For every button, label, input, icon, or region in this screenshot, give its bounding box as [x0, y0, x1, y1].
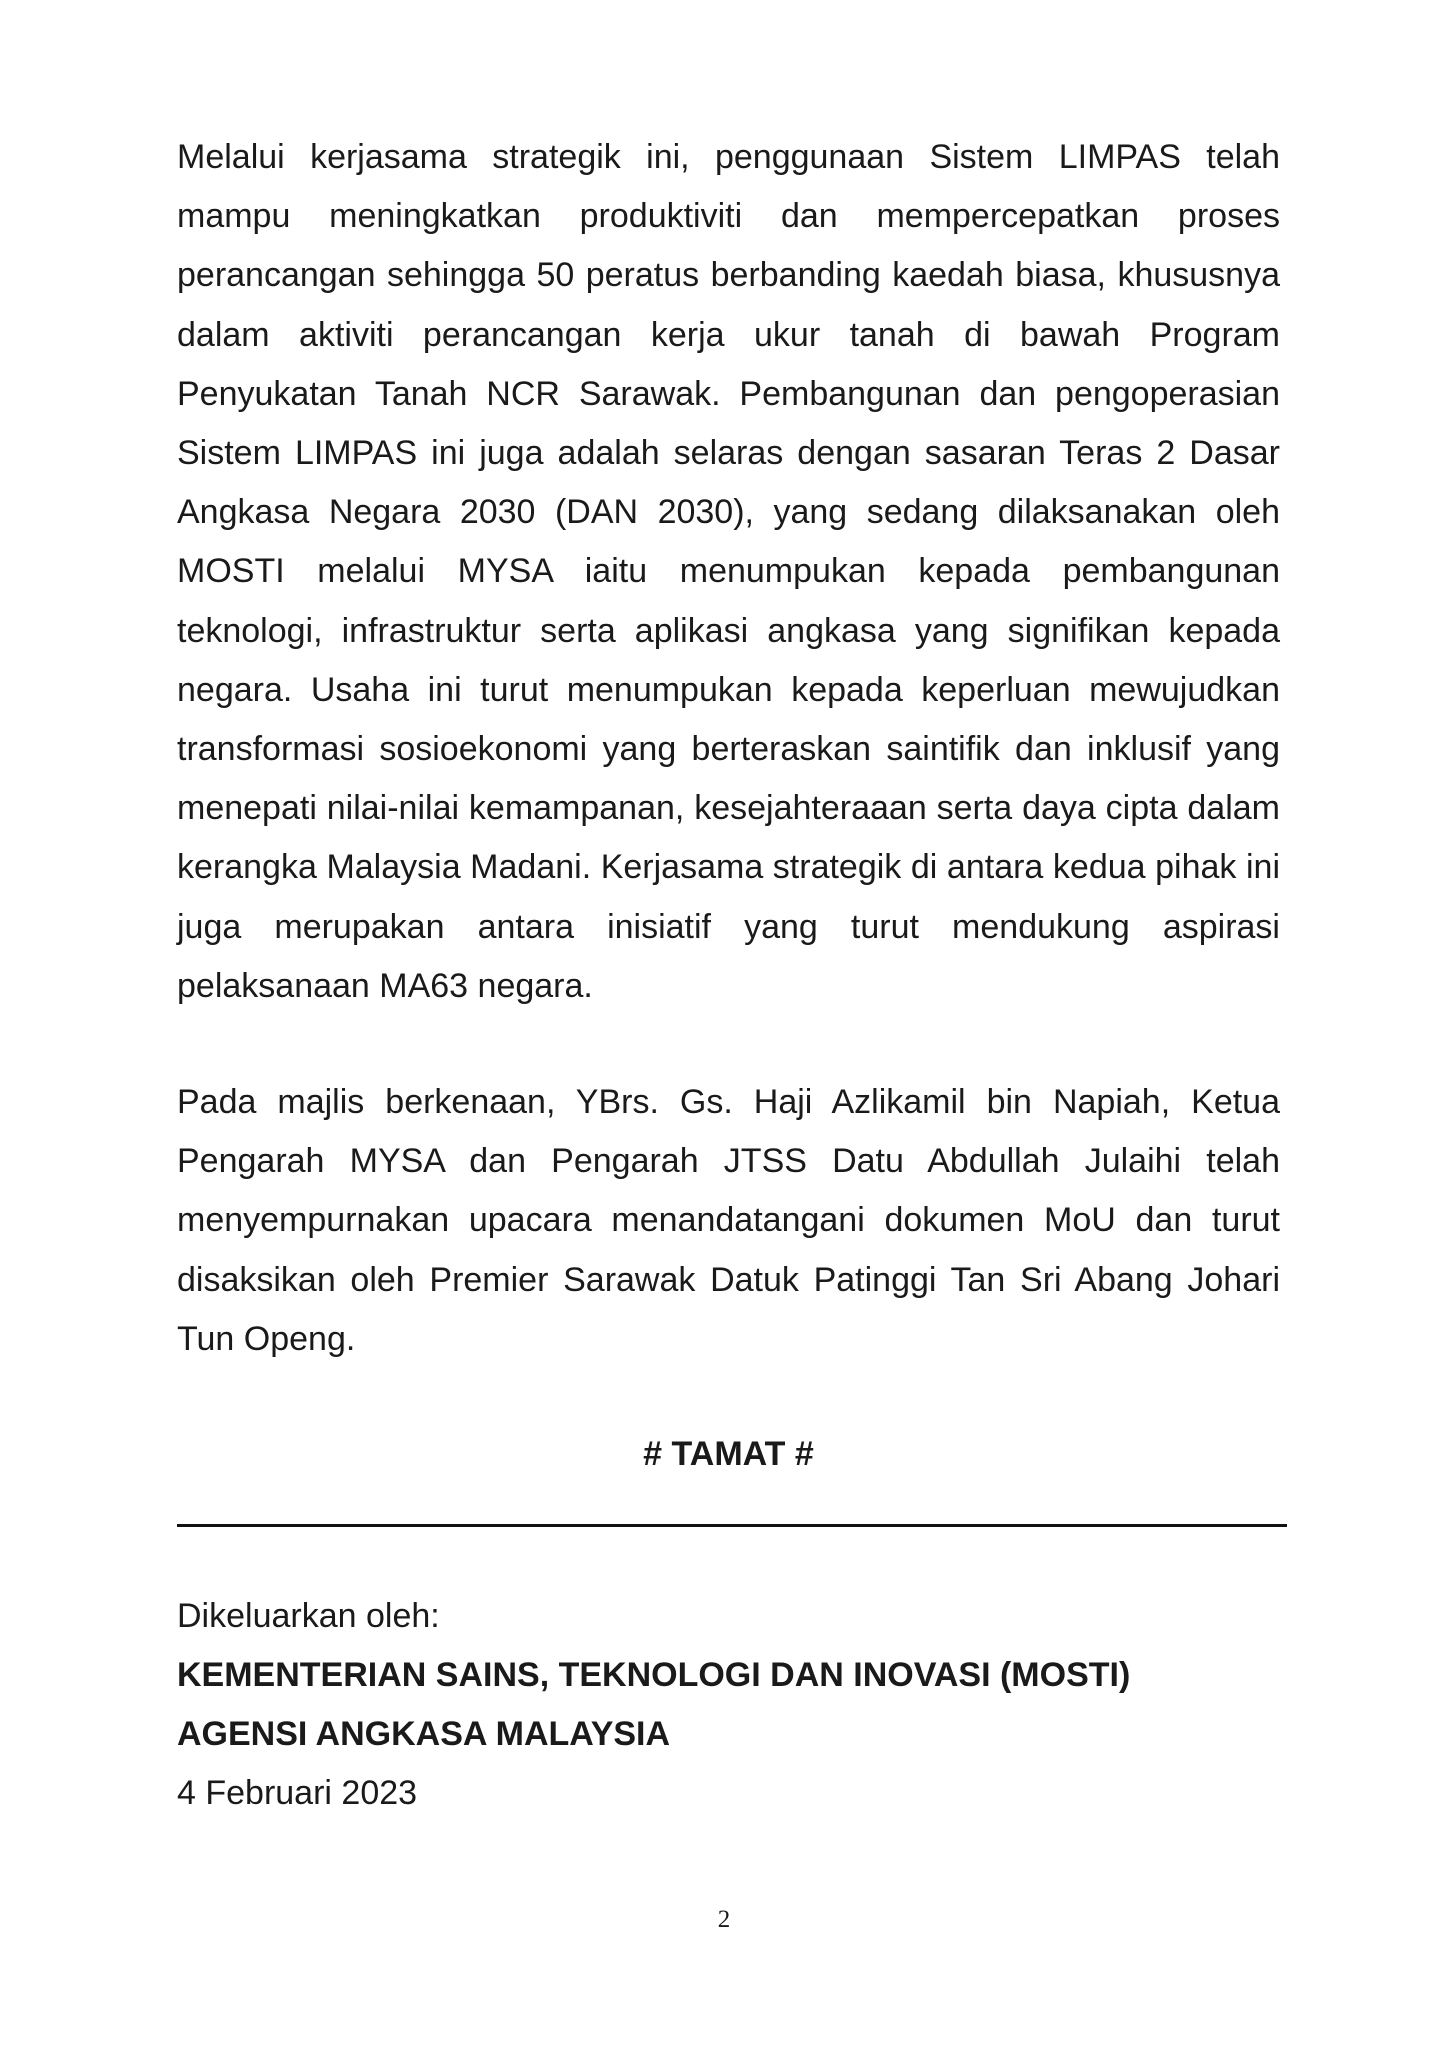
issuer-agency: AGENSI ANGKASA MALAYSIA [177, 1715, 671, 1754]
page-number: 2 [717, 1906, 731, 1933]
body-paragraph-1: Melalui kerjasama strategik ini, penggunaan Sistem LIMPAS telah mampu meningkatkan produktiviti dan mempercepatkan proses perancangan sehingga 50 peratus berbanding kaedah biasa, khususnya dalam aktiviti perancangan kerja ukur tanah di bawah Program Penyukatan Tanah NCR Sarawak. Pembangunan dan pengoperasian Sistem LIMPAS ini juga adalah selaras dengan sasaran Teras 2 Dasar Angkasa Negara 2030 (DAN 2030), yang sedang dilaksanakan oleh MOSTI melalui MYSA iaitu menumpukan kepada pembangunan teknologi, infrastruktur serta aplikasi angkasa yang signifikan kepada negara. Usaha ini turut menumpukan kepada keperluan mewujudkan transformasi sosioekonomi yang berteraskan saintifik dan inklusif yang menepati nilai-nilai kemampanan, kesejahteraaan serta daya cipta dalam kerangka Malaysia Madani. Kerjasama strategik di antara kedua pihak ini juga merupakan antara inisiatif yang turut mendukung aspirasi pelaksanaan MA63 negara. [177, 138, 1280, 1005]
end-mark: # TAMAT # [643, 1435, 814, 1474]
document-page [177, 128, 1280, 1823]
issuer-ministry: KEMENTERIAN SAINS, TEKNOLOGI DAN INOVASI (MOSTI) [177, 1656, 1131, 1695]
divider-line [177, 1524, 1287, 1527]
issued-by-label: Dikeluarkan oleh: [177, 1597, 440, 1636]
issue-date: 4 Februari 2023 [177, 1774, 418, 1813]
body-paragraph-2: Pada majlis berkenaan, YBrs. Gs. Haji Azlikamil bin Napiah, Ketua Pengarah MYSA dan Pengarah JTSS Datu Abdullah Julaihi telah menyempurnakan upacara menandatangani dokumen MoU dan turut disaksikan oleh Premier Sarawak Datuk Patinggi Tan Sri Abang Johari Tun Openg. [177, 1083, 1280, 1358]
issued-by-block [177, 1587, 1280, 1823]
